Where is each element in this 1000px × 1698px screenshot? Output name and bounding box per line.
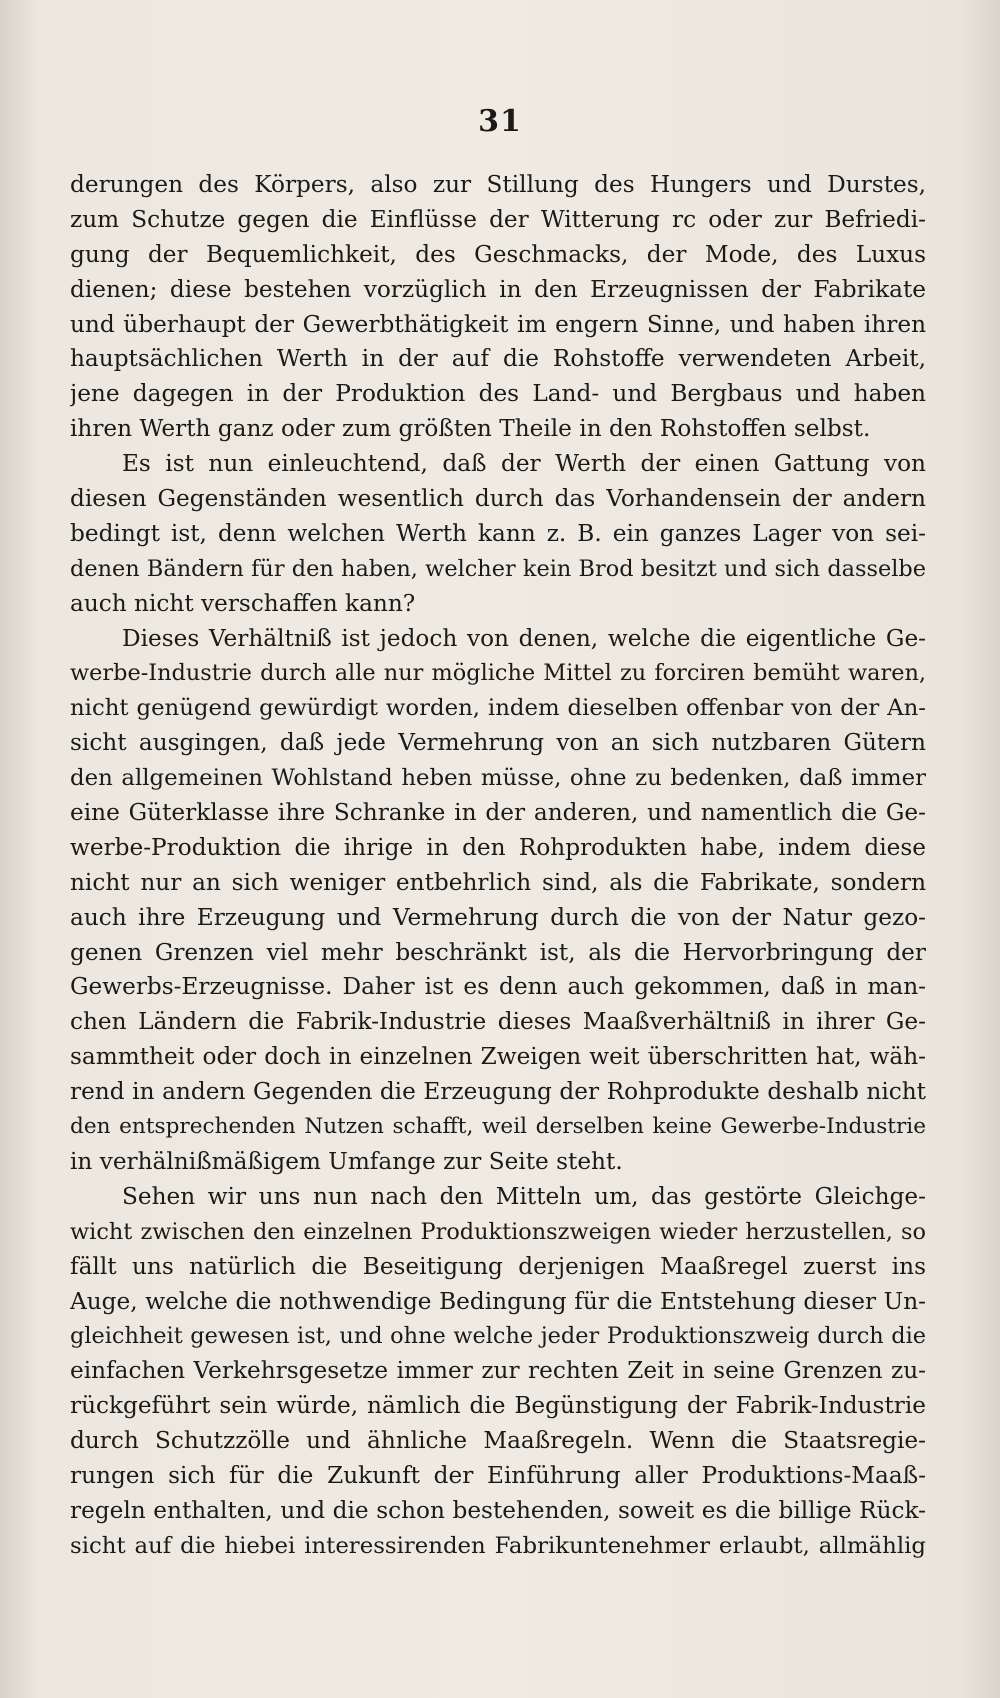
text-line: sicht auf die hiebei interessirenden Fabrikuntenehmer erlaubt, allmählig (70, 1532, 926, 1559)
text-line: werbe-Produktion die ihrige in den Rohprodukten habe, indem diese (70, 833, 926, 861)
text-line: auch ihre Erzeugung und Vermehrung durch die von der Natur gezo- (70, 903, 926, 931)
page-number: 31 (478, 104, 522, 139)
text-line: regeln enthalten, und die schon bestehenden, soweit es die billige Rück- (70, 1496, 926, 1524)
text-line: rend in andern Gegenden die Erzeugung der Rohprodukte deshalb nicht (70, 1078, 926, 1106)
text-line: ihren Werth ganz oder zum größten Theile in den Rohstoffen selbst. (70, 415, 871, 443)
text-line: auch nicht verschaffen kann? (70, 589, 416, 617)
text-line: fällt uns natürlich die Beseitigung derjenigen Maaßregel zuerst ins (70, 1252, 926, 1280)
text-line: bedingt ist, denn welchen Werth kann z. B. ein ganzes Lager von sei- (70, 519, 926, 547)
text-line: rungen sich für die Zukunft der Einführung aller Produktions-Maaß- (70, 1461, 926, 1489)
text-line: und überhaupt der Gewerbthätigkeit im engern Sinne, und haben ihren (70, 310, 926, 338)
text-line: Gewerbs-Erzeugnisse. Daher ist es denn auch gekommen, daß in man- (70, 973, 926, 1001)
text-line: genen Grenzen viel mehr beschränkt ist, als die Hervorbringung der (70, 938, 926, 966)
text-line: sammtheit oder doch in einzelnen Zweigen weit überschritten hat, wäh- (70, 1043, 926, 1071)
text-line: durch Schutzzölle und ähnliche Maaßregeln. Wenn die Staatsregie- (70, 1427, 926, 1455)
text-line: einfachen Verkehrsgesetze immer zur rechten Zeit in seine Grenzen zu- (70, 1357, 926, 1385)
text-line: jene dagegen in der Produktion des Land- und Bergbaus und haben (70, 380, 926, 408)
text-line: zum Schutze gegen die Einflüsse der Witterung rc oder zur Befriedi- (70, 205, 926, 233)
text-line: Dieses Verhältniß ist jedoch von denen, welche die eigentliche Ge- (122, 624, 926, 652)
text-line: nicht nur an sich weniger entbehrlich sind, als die Fabrikate, sondern (70, 868, 926, 896)
text-line: derungen des Körpers, also zur Stillung des Hungers und Durstes, (70, 171, 926, 198)
text-line: gung der Bequemlichkeit, des Geschmacks, der Mode, des Luxus (70, 240, 926, 268)
text-line: rückgeführt sein würde, nämlich die Begünstigung der Fabrik-Industrie (70, 1392, 926, 1420)
text-line: wicht zwischen den einzelnen Produktionszweigen wieder herzustellen, so (70, 1218, 926, 1245)
text-line: Es ist nun einleuchtend, daß der Werth der einen Gattung von (122, 450, 926, 478)
body-text (70, 168, 926, 1564)
text-line: gleichheit gewesen ist, und ohne welche jeder Produktionszweig durch die (70, 1323, 926, 1350)
text-line: werbe-Industrie durch alle nur mögliche Mittel zu forciren bemüht waren, (70, 660, 926, 687)
text-line: in verhälnißmäßigem Umfange zur Seite steht. (70, 1147, 623, 1175)
text-line: den allgemeinen Wohlstand heben müsse, ohne zu bedenken, daß immer (70, 765, 926, 792)
text-line: sicht ausgingen, daß jede Vermehrung von an sich nutzbaren Gütern (70, 729, 926, 757)
text-line: chen Ländern die Fabrik-Industrie dieses Maaßverhältniß in ihrer Ge- (70, 1008, 926, 1036)
text-line: den entsprechenden Nutzen schafft, weil derselben keine Gewerbe-Industrie (70, 1114, 926, 1140)
text-line: eine Güterklasse ihre Schranke in der anderen, und namentlich die Ge- (70, 799, 926, 827)
text-line: dienen; diese bestehen vorzüglich in den Erzeugnissen der Fabrikate (70, 275, 926, 303)
text-line: denen Bändern für den haben, welcher kein Brod besitzt und sich dasselbe (70, 555, 926, 582)
text-line: nicht genügend gewürdigt worden, indem dieselben offenbar von der An- (70, 695, 926, 722)
text-line: Sehen wir uns nun nach den Mitteln um, das gestörte Gleichge- (122, 1182, 926, 1210)
text-line: diesen Gegenständen wesentlich durch das Vorhandensein der andern (70, 485, 926, 513)
text-line: hauptsächlichen Werth in der auf die Rohstoffe verwendeten Arbeit, (70, 345, 926, 373)
text-line: Auge, welche die nothwendige Bedingung für die Entstehung dieser Un- (70, 1287, 926, 1315)
